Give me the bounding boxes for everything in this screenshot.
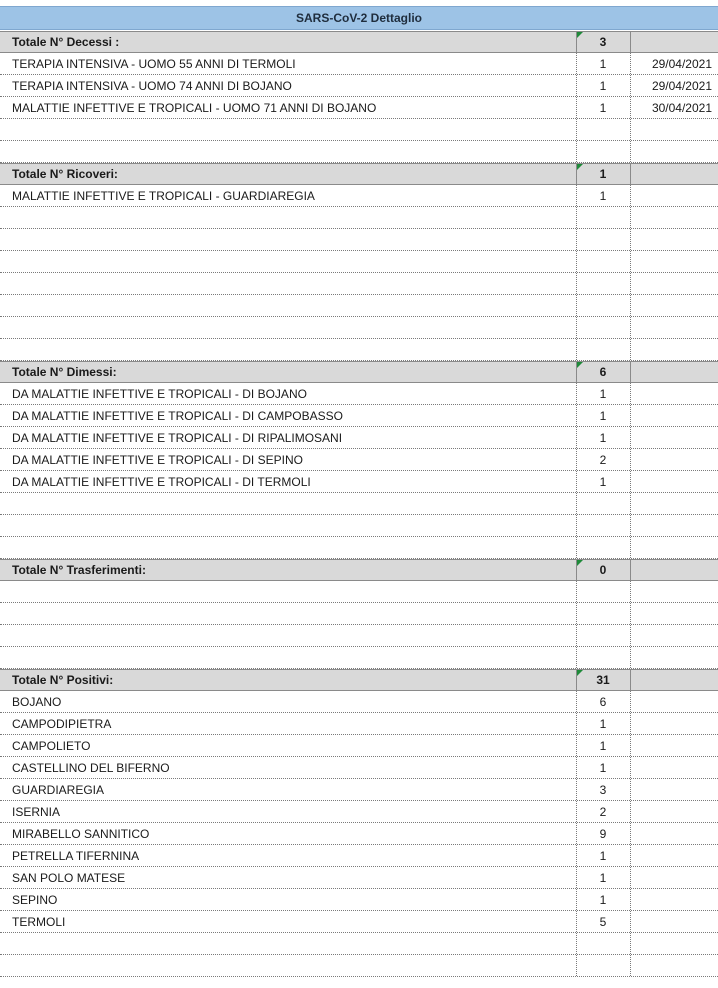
column-divider — [630, 757, 631, 778]
row-description: BOJANO — [12, 694, 62, 709]
row-description: CAMPOLIETO — [12, 738, 91, 753]
column-divider — [630, 185, 631, 206]
row-count: 1 — [599, 760, 607, 775]
table-row — [0, 383, 718, 405]
column-divider — [630, 955, 631, 976]
column-divider — [576, 581, 577, 602]
column-divider — [630, 141, 631, 162]
empty-row — [0, 933, 718, 955]
row-description: DA MALATTIE INFETTIVE E TROPICALI - DI BOJANO — [12, 386, 307, 401]
column-divider — [630, 933, 631, 954]
column-divider — [576, 933, 577, 954]
table-row — [0, 735, 718, 757]
table-row — [0, 867, 718, 889]
row-description: DA MALATTIE INFETTIVE E TROPICALI - DI SEPINO — [12, 452, 303, 467]
column-divider — [630, 779, 631, 800]
table-row — [0, 75, 718, 97]
table-row — [0, 691, 718, 713]
row-count: 9 — [599, 826, 607, 841]
column-divider — [630, 449, 631, 470]
column-divider — [630, 362, 631, 382]
empty-row — [0, 295, 718, 317]
column-divider — [630, 647, 631, 668]
column-divider — [630, 295, 631, 316]
row-description: TERMOLI — [12, 914, 66, 929]
empty-row — [0, 141, 718, 163]
empty-row — [0, 229, 718, 251]
table-row — [0, 427, 718, 449]
table-row — [0, 779, 718, 801]
column-divider — [576, 273, 577, 294]
sheet-title: SARS-CoV-2 Dettaglio — [0, 6, 718, 30]
row-description: SEPINO — [12, 892, 58, 907]
column-divider — [576, 603, 577, 624]
table-row — [0, 185, 718, 207]
column-divider — [630, 823, 631, 844]
column-divider — [630, 119, 631, 140]
column-divider — [576, 207, 577, 228]
row-description: MIRABELLO SANNITICO — [12, 826, 150, 841]
section-total: 0 — [599, 563, 607, 577]
row-date: 30/04/2021 — [651, 100, 712, 115]
row-description: SAN POLO MATESE — [12, 870, 126, 885]
column-divider — [576, 317, 577, 338]
row-description: TERAPIA INTENSIVA - UOMO 55 ANNI DI TERMOLI — [12, 56, 296, 71]
column-divider — [630, 581, 631, 602]
column-divider — [576, 647, 577, 668]
section-header-row — [0, 559, 718, 581]
column-divider — [576, 339, 577, 360]
column-divider — [630, 867, 631, 888]
column-divider — [630, 537, 631, 558]
column-divider — [576, 955, 577, 976]
table-row — [0, 449, 718, 471]
column-divider — [630, 339, 631, 360]
column-divider — [576, 493, 577, 514]
column-divider — [630, 691, 631, 712]
column-divider — [630, 32, 631, 52]
column-divider — [630, 427, 631, 448]
table-row — [0, 757, 718, 779]
section-label: Totale N° Decessi : — [12, 35, 120, 49]
section-label: Totale N° Dimessi: — [12, 365, 117, 379]
row-count: 1 — [599, 474, 607, 489]
table-row — [0, 713, 718, 735]
empty-row — [0, 493, 718, 515]
column-divider — [630, 845, 631, 866]
section-total: 31 — [596, 673, 610, 687]
column-divider — [630, 801, 631, 822]
section-label: Totale N° Ricoveri: — [12, 167, 118, 181]
empty-row — [0, 251, 718, 273]
column-divider — [630, 889, 631, 910]
table-row — [0, 801, 718, 823]
row-count: 1 — [599, 848, 607, 863]
row-description: CASTELLINO DEL BIFERNO — [12, 760, 170, 775]
column-divider — [630, 405, 631, 426]
row-count: 5 — [599, 914, 607, 929]
row-description: MALATTIE INFETTIVE E TROPICALI - GUARDIAREGIA — [12, 188, 315, 203]
cell-comment-marker-icon — [577, 362, 583, 368]
column-divider — [630, 493, 631, 514]
table-row — [0, 405, 718, 427]
row-description: PETRELLA TIFERNINA — [12, 848, 140, 863]
column-divider — [630, 625, 631, 646]
section-total: 6 — [599, 365, 607, 379]
column-divider — [630, 229, 631, 250]
empty-row — [0, 515, 718, 537]
row-description: DA MALATTIE INFETTIVE E TROPICALI - DI TERMOLI — [12, 474, 311, 489]
row-description: TERAPIA INTENSIVA - UOMO 74 ANNI DI BOJANO — [12, 78, 292, 93]
row-description: ISERNIA — [12, 804, 61, 819]
row-date: 29/04/2021 — [651, 56, 712, 71]
column-divider — [630, 911, 631, 932]
table-row — [0, 845, 718, 867]
row-count: 2 — [599, 452, 607, 467]
column-divider — [630, 383, 631, 404]
row-count: 1 — [599, 430, 607, 445]
empty-row — [0, 119, 718, 141]
section-total: 3 — [599, 35, 607, 49]
section-label: Totale N° Positivi: — [12, 673, 114, 687]
table-row — [0, 823, 718, 845]
table-row — [0, 889, 718, 911]
row-count: 1 — [599, 870, 607, 885]
row-count: 1 — [599, 386, 607, 401]
row-description: DA MALATTIE INFETTIVE E TROPICALI - DI RIPALIMOSANI — [12, 430, 343, 445]
column-divider — [630, 713, 631, 734]
table-row — [0, 471, 718, 493]
row-count: 2 — [599, 804, 607, 819]
cell-comment-marker-icon — [577, 670, 583, 676]
table-row — [0, 911, 718, 933]
empty-row — [0, 647, 718, 669]
empty-row — [0, 955, 718, 977]
empty-row — [0, 339, 718, 361]
table-row — [0, 53, 718, 75]
section-header-row — [0, 163, 718, 185]
row-description: MALATTIE INFETTIVE E TROPICALI - UOMO 71 ANNI DI BOJANO — [12, 100, 377, 115]
column-divider — [630, 560, 631, 580]
column-divider — [630, 207, 631, 228]
section-label: Totale N° Trasferimenti: — [12, 563, 146, 577]
column-divider — [576, 251, 577, 272]
column-divider — [630, 735, 631, 756]
row-count: 1 — [599, 78, 607, 93]
empty-row — [0, 317, 718, 339]
row-count: 1 — [599, 892, 607, 907]
column-divider — [630, 603, 631, 624]
cell-comment-marker-icon — [577, 164, 583, 170]
empty-row — [0, 603, 718, 625]
column-divider — [630, 164, 631, 184]
column-divider — [630, 670, 631, 690]
column-divider — [630, 471, 631, 492]
column-divider — [630, 273, 631, 294]
row-description: DA MALATTIE INFETTIVE E TROPICALI - DI CAMPOBASSO — [12, 408, 343, 423]
column-divider — [576, 229, 577, 250]
empty-row — [0, 581, 718, 603]
column-divider — [630, 317, 631, 338]
column-divider — [576, 625, 577, 646]
column-divider — [576, 295, 577, 316]
empty-row — [0, 207, 718, 229]
row-count: 1 — [599, 716, 607, 731]
section-header-row — [0, 31, 718, 53]
empty-row — [0, 625, 718, 647]
column-divider — [576, 537, 577, 558]
section-header-row — [0, 669, 718, 691]
cell-comment-marker-icon — [577, 560, 583, 566]
row-count: 1 — [599, 738, 607, 753]
row-count: 1 — [599, 188, 607, 203]
empty-row — [0, 273, 718, 295]
column-divider — [576, 141, 577, 162]
row-description: GUARDIAREGIA — [12, 782, 105, 797]
column-divider — [630, 251, 631, 272]
row-count: 1 — [599, 56, 607, 71]
section-total: 1 — [599, 167, 607, 181]
row-date: 29/04/2021 — [651, 78, 712, 93]
row-description: CAMPODIPIETRA — [12, 716, 112, 731]
empty-row — [0, 537, 718, 559]
table-row — [0, 97, 718, 119]
column-divider — [576, 119, 577, 140]
row-count: 3 — [599, 782, 607, 797]
section-header-row — [0, 361, 718, 383]
row-count: 6 — [599, 694, 607, 709]
column-divider — [576, 515, 577, 536]
cell-comment-marker-icon — [577, 32, 583, 38]
column-divider — [630, 515, 631, 536]
row-count: 1 — [599, 408, 607, 423]
row-count: 1 — [599, 100, 607, 115]
